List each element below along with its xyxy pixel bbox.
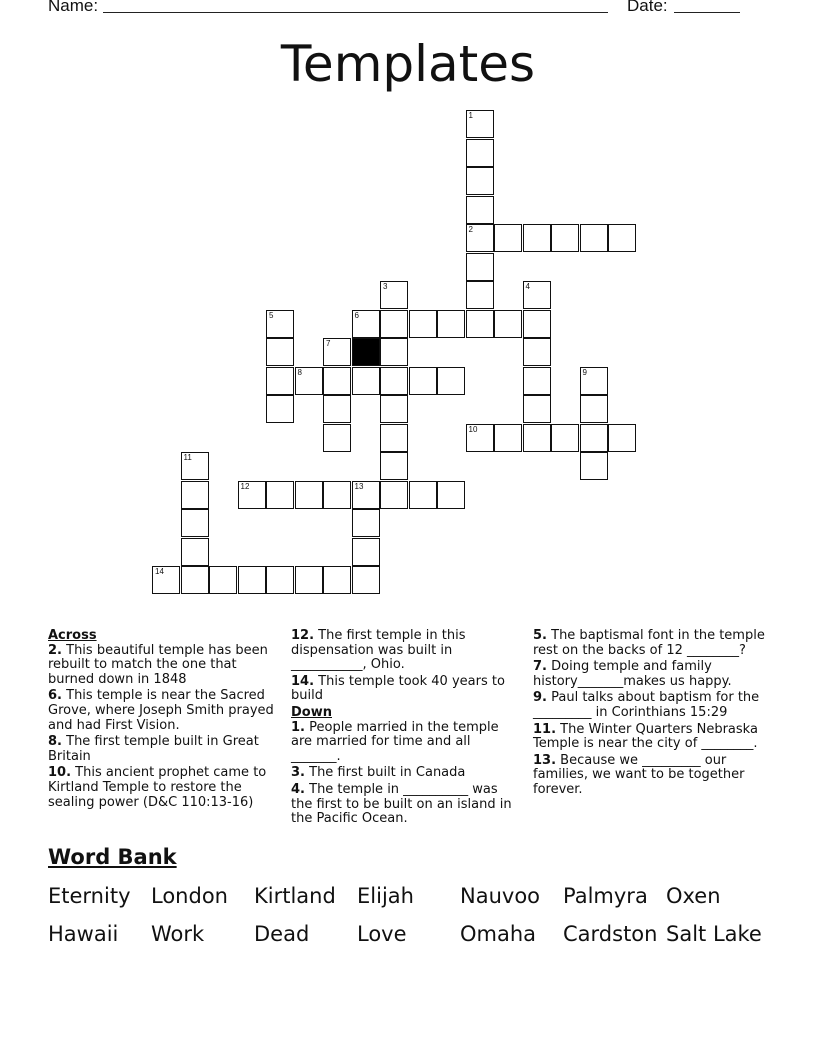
grid-cell[interactable] — [323, 481, 351, 509]
grid-cell[interactable] — [380, 367, 408, 395]
grid-cell[interactable] — [466, 110, 494, 138]
grid-cell[interactable] — [181, 481, 209, 509]
grid-cell[interactable] — [551, 224, 579, 252]
grid-cell[interactable] — [494, 310, 522, 338]
grid-cell[interactable] — [580, 424, 608, 452]
grid-cell[interactable] — [580, 452, 608, 480]
clue-across-8: 8. The first temple built in Great Britain — [48, 734, 259, 764]
clue-across-10: 10. This ancient prophet came to Kirtland Temple to restore the sealing power (D&C 110:13-16) — [48, 765, 267, 810]
clue-across-12: 12. The first temple in this dispensation was built in ___________, Ohio. — [291, 628, 466, 673]
grid-cell[interactable] — [380, 338, 408, 366]
word-bank-item: London — [151, 884, 228, 908]
grid-cell[interactable] — [409, 481, 437, 509]
word-bank-item: Dead — [254, 922, 310, 946]
clue-down-13: 13. Because we _________ our families, we want to be together forever. — [533, 752, 745, 797]
grid-cell[interactable] — [437, 481, 465, 509]
grid-cell[interactable] — [323, 395, 351, 423]
word-bank-item: Work — [151, 922, 205, 946]
grid-cell[interactable] — [608, 224, 636, 252]
clue-down-11: 11. The Winter Quarters Nebraska Temple is near the city of ________. — [533, 721, 758, 752]
grid-cell[interactable] — [152, 566, 180, 594]
grid-cell[interactable] — [295, 566, 323, 594]
grid-cell[interactable] — [551, 424, 579, 452]
grid-cell[interactable] — [466, 310, 494, 338]
word-bank-item: Elijah — [357, 884, 414, 908]
grid-cell[interactable] — [437, 367, 465, 395]
clue-number: 8 — [297, 367, 302, 377]
clue-down-9: 9. Paul talks about baptism for the _________ in Corinthians 15:29 — [533, 690, 760, 720]
clue-number: 3 — [383, 282, 388, 291]
grid-cell[interactable] — [466, 196, 494, 224]
clue-down-5: 5. The baptismal font in the temple rest on the backs of 12 ________? — [533, 628, 765, 658]
word-bank-item: Cardston — [563, 922, 658, 946]
grid-cell[interactable] — [523, 367, 551, 395]
grid-cell[interactable] — [209, 566, 237, 594]
grid-cell[interactable] — [380, 452, 408, 480]
word-bank-item: Nauvoo — [460, 884, 541, 908]
clue-across-14: 14. This temple took 40 years to build — [291, 673, 505, 704]
grid-cell[interactable] — [580, 224, 608, 252]
word-bank-title: Word Bank — [48, 845, 177, 869]
clue-number: 9 — [582, 367, 587, 377]
word-bank-item: Salt Lake — [666, 922, 762, 946]
grid-cell[interactable] — [380, 481, 408, 509]
grid-cell[interactable] — [466, 253, 494, 281]
grid-cell[interactable] — [380, 424, 408, 452]
grid-cell[interactable] — [466, 281, 494, 309]
clues-column-3 — [533, 629, 768, 800]
grid-cell[interactable] — [523, 224, 551, 252]
grid-cell[interactable] — [466, 139, 494, 167]
clue-number: 12 — [240, 481, 250, 491]
clue-number: 6 — [354, 310, 359, 320]
clue-number: 7 — [326, 339, 331, 348]
grid-cell[interactable] — [323, 566, 351, 594]
grid-cell[interactable] — [352, 367, 380, 395]
grid-cell[interactable] — [352, 538, 380, 566]
clue-down-4: 4. The temple in __________ was the first to be built on an island in the Pacific Ocean. — [291, 781, 512, 827]
grid-cell[interactable] — [266, 367, 294, 395]
grid-cell[interactable] — [523, 310, 551, 338]
clue-number: 11 — [183, 453, 192, 462]
grid-cell[interactable] — [323, 367, 351, 395]
word-bank-item: Kirtland — [254, 884, 336, 908]
grid-cell[interactable] — [323, 338, 351, 366]
clue-number: 13 — [354, 481, 364, 491]
grid-cell[interactable] — [608, 424, 636, 452]
grid-cell[interactable] — [494, 224, 522, 252]
down-heading: Down — [291, 704, 332, 720]
word-bank-item: Hawaii — [48, 922, 119, 946]
clue-down-1: 1. People married in the temple are married for time and all _______. — [291, 719, 499, 764]
clue-number: 4 — [525, 282, 530, 291]
page-title: Templates — [280, 35, 536, 93]
grid-cell[interactable] — [323, 424, 351, 452]
grid-cell[interactable] — [181, 509, 209, 537]
grid-cell[interactable] — [409, 310, 437, 338]
date-label: Date: — [627, 0, 668, 15]
clue-number: 14 — [155, 567, 164, 576]
grid-cell[interactable] — [181, 566, 209, 594]
clue-number: 10 — [468, 424, 478, 434]
grid-cell[interactable] — [266, 310, 294, 338]
grid-cell[interactable] — [409, 367, 437, 395]
grid-cell[interactable] — [266, 395, 294, 423]
grid-cell[interactable] — [295, 367, 323, 395]
grid-block — [352, 338, 380, 366]
grid-cell[interactable] — [580, 395, 608, 423]
word-bank-item: Omaha — [460, 922, 537, 946]
clues-column-2 — [291, 629, 516, 829]
grid-cell[interactable] — [437, 310, 465, 338]
grid-cell[interactable] — [380, 281, 408, 309]
grid-cell[interactable] — [466, 224, 494, 252]
grid-cell[interactable] — [266, 338, 294, 366]
grid-cell[interactable] — [494, 424, 522, 452]
grid-cell[interactable] — [352, 481, 380, 509]
word-bank-item: Love — [357, 922, 407, 946]
grid-cell[interactable] — [466, 424, 494, 452]
word-bank-item: Palmyra — [563, 884, 648, 908]
grid-cell[interactable] — [466, 167, 494, 195]
clue-number: 1 — [468, 111, 473, 120]
grid-cell[interactable] — [523, 424, 551, 452]
grid-cell[interactable] — [380, 310, 408, 338]
word-bank-item: Oxen — [666, 884, 721, 908]
clue-number: 2 — [468, 225, 473, 234]
grid-cell[interactable] — [295, 481, 323, 509]
grid-cell[interactable] — [181, 538, 209, 566]
clues-column-1 — [48, 629, 283, 812]
clue-across-6: 6. This temple is near the Sacred Grove, where Joseph Smith prayed and had First Vision. — [48, 688, 274, 733]
grid-cell[interactable] — [238, 566, 266, 594]
word-bank-item: Eternity — [48, 884, 131, 908]
grid-cell[interactable] — [352, 509, 380, 537]
grid-cell[interactable] — [523, 281, 551, 309]
across-heading: Across — [48, 628, 97, 643]
grid-cell[interactable] — [352, 566, 380, 594]
grid-cell[interactable] — [523, 338, 551, 366]
grid-cell[interactable] — [523, 395, 551, 423]
grid-cell[interactable] — [266, 481, 294, 509]
name-label: Name: — [48, 0, 99, 15]
clue-down-7: 7. Doing temple and family history_______makes us happy. — [533, 659, 732, 689]
clue-across-2: 2. This beautiful temple has been rebuilt to match the one that burned down in 1848 — [48, 642, 268, 687]
grid-cell[interactable] — [181, 452, 209, 480]
grid-cell[interactable] — [380, 395, 408, 423]
grid-cell[interactable] — [580, 367, 608, 395]
clue-down-3: 3. The first built in Canada — [291, 765, 466, 781]
clue-number: 5 — [269, 310, 274, 320]
grid-cell[interactable] — [238, 481, 266, 509]
grid-cell[interactable] — [352, 310, 380, 338]
grid-cell[interactable] — [266, 566, 294, 594]
